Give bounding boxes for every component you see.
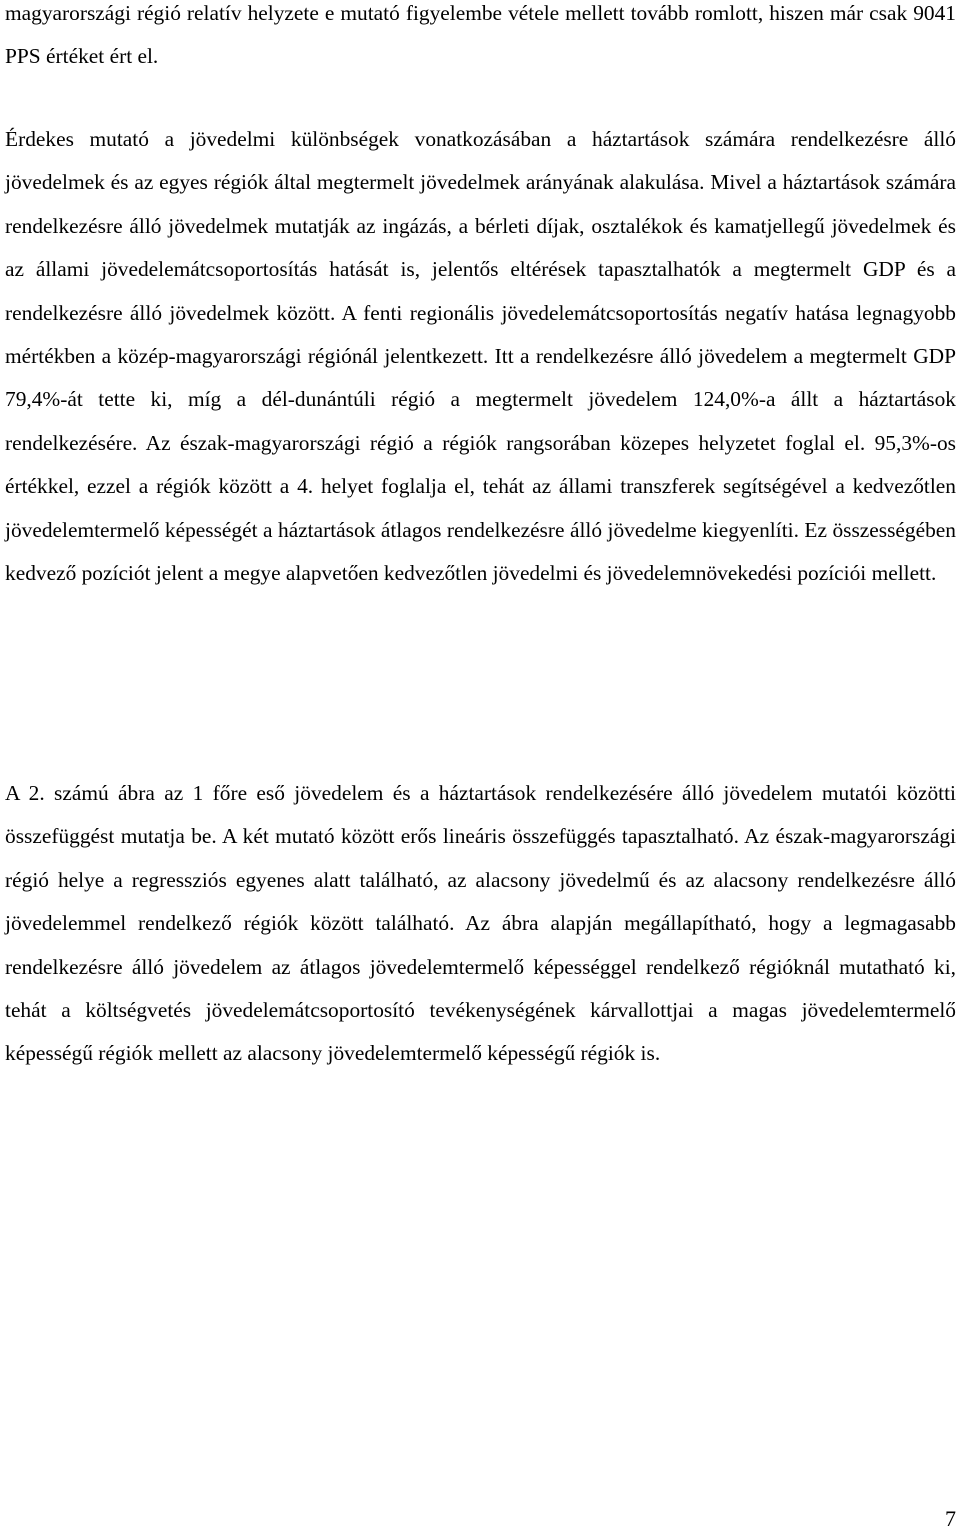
paragraph-1: magyarországi régió relatív helyzete e mutató figyelembe vétele mellett tovább romlott, hiszen már csak 9041 PPS értéket ért el. [5, 1, 956, 69]
page-number: 7 [945, 1506, 956, 1531]
paragraph-3: A 2. számú ábra az 1 főre eső jövedelem és a háztartások rendelkezésére álló jövedelem mutatói közötti összefüggést mutatja be. A két mutató között erős lineáris összefüggés tapasztalható. Az észak-magyarországi régió helye a regressziós egyenes alatt található, az alacsony jövedelmű és az alacsony rendelkezésre álló jövedelemmel rendelkező régiók között található. Az ábra alapján megállapítható, hogy a legmagasabb rendelkezésre álló jövedelem az átlagos jövedelemtermelő képességgel rendelkező régióknál mutatható ki, tehát a költségvetés jövedelemátcsoportosító tevékenységének kárvallottjai a magas jövedelemtermelő képességű régiók mellett az alacsony jövedelemtermelő képességű régiók is. [5, 781, 956, 1066]
paragraph-2: Érdekes mutató a jövedelmi különbségek vonatkozásában a háztartások számára rendelkezésre álló jövedelmek és az egyes régiók által megtermelt jövedelmek arányának alakulása. Mivel a háztartások számára rendelkezésre álló jövedelmek mutatják az ingázás, a bérleti díjak, osztalékok és kamatjellegű jövedelmek és az állami jövedelemátcsoportosítás hatását is, jelentős eltérések tapasztalhatók a megtermelt GDP és a rendelkezésre álló jövedelmek között. A fenti regionális jövedelemátcsoportosítás negatív hatása legnagyobb mértékben a közép-magyarországi régiónál jelentkezett. Itt a rendelkezésre álló jövedelem a megtermelt GDP 79,4%-át tette ki, míg a dél-dunántúli régió a megtermelt jövedelem 124,0%-a állt a háztartások rendelkezésére. Az észak-magyarországi régió a régiók rangsorában közepes helyzetet foglal el. 95,3%-os értékkel, ezzel a régiók között a 4. helyet foglalja el, tehát az állami transzferek segítségével a kedvezőtlen jövedelemtermelő képességét a háztartások átlagos rendelkezésre álló jövedelme kiegyenlíti. Ez összességében kedvező pozíciót jelent a megye alapvetően kedvezőtlen jövedelmi és jövedelemnövekedési pozíciói mellett. [5, 127, 956, 586]
